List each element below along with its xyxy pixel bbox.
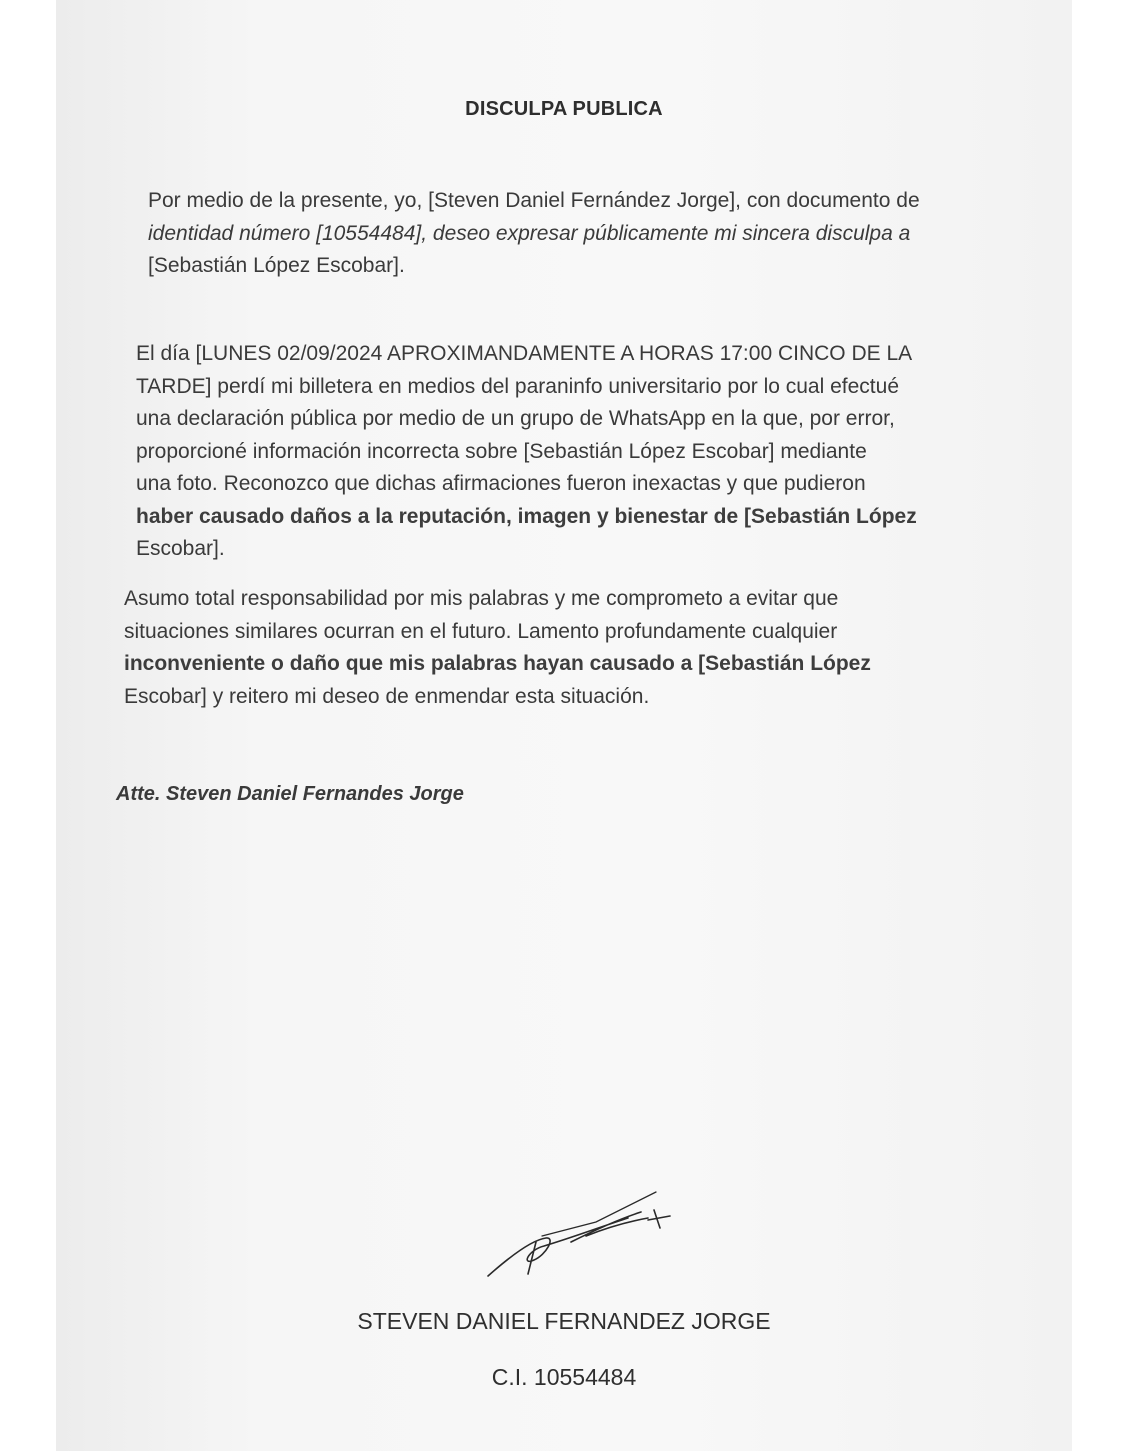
signatory-name: STEVEN DANIEL FERNANDEZ JORGE	[357, 1308, 771, 1334]
document-page	[56, 0, 1072, 1451]
paragraph-line: El día [LUNES 02/09/2024 APROXIMANDAMENTE A HORAS 17:00 CINCO DE LA	[136, 342, 913, 365]
paragraph-line: Escobar].	[136, 537, 225, 560]
paragraph-line: proporcioné información incorrecta sobre [Sebastián López Escobar] mediante	[136, 439, 867, 463]
paragraph-line: una declaración pública por medio de un grupo de WhatsApp en la que, por error,	[136, 407, 895, 430]
paragraph-line: Por medio de la presente, yo, [Steven Daniel Fernández Jorge], con documento de	[148, 189, 920, 212]
closing-line: Atte. Steven Daniel Fernandes Jorge	[116, 783, 464, 805]
paragraph-line: inconveniente o daño que mis palabras hayan causado a [Sebastián López	[124, 652, 871, 675]
paragraph-incident	[136, 338, 981, 566]
paragraph-line: Escobar] y reitero mi deseo de enmendar esta situación.	[124, 684, 650, 708]
document-title: DISCULPA PUBLICA	[465, 98, 663, 120]
paragraph-line: una foto. Reconozco que dichas afirmaciones fueron inexactas y que pudieron	[136, 472, 866, 495]
paragraph-line: Asumo total responsabilidad por mis palabras y me comprometo a evitar que	[124, 587, 839, 610]
paragraph-identity	[148, 185, 988, 283]
paragraph-line: identidad número [10554484], deseo expresar públicamente mi sincera disculpa a	[148, 221, 911, 245]
signatory-id: C.I. 10554484	[491, 1364, 637, 1390]
handwritten-signature	[476, 1180, 676, 1290]
paragraph-line: situaciones similares ocurran en el futuro. Lamento profundamente cualquier	[124, 619, 838, 643]
paragraph-responsibility	[124, 583, 964, 713]
paragraph-line: [Sebastián López Escobar].	[148, 254, 405, 277]
paragraph-line: haber causado daños a la reputación, imagen y bienestar de [Sebastián López	[136, 504, 917, 528]
paragraph-line: TARDE] perdí mi billetera en medios del paraninfo universitario por lo cual efectué	[136, 374, 899, 398]
